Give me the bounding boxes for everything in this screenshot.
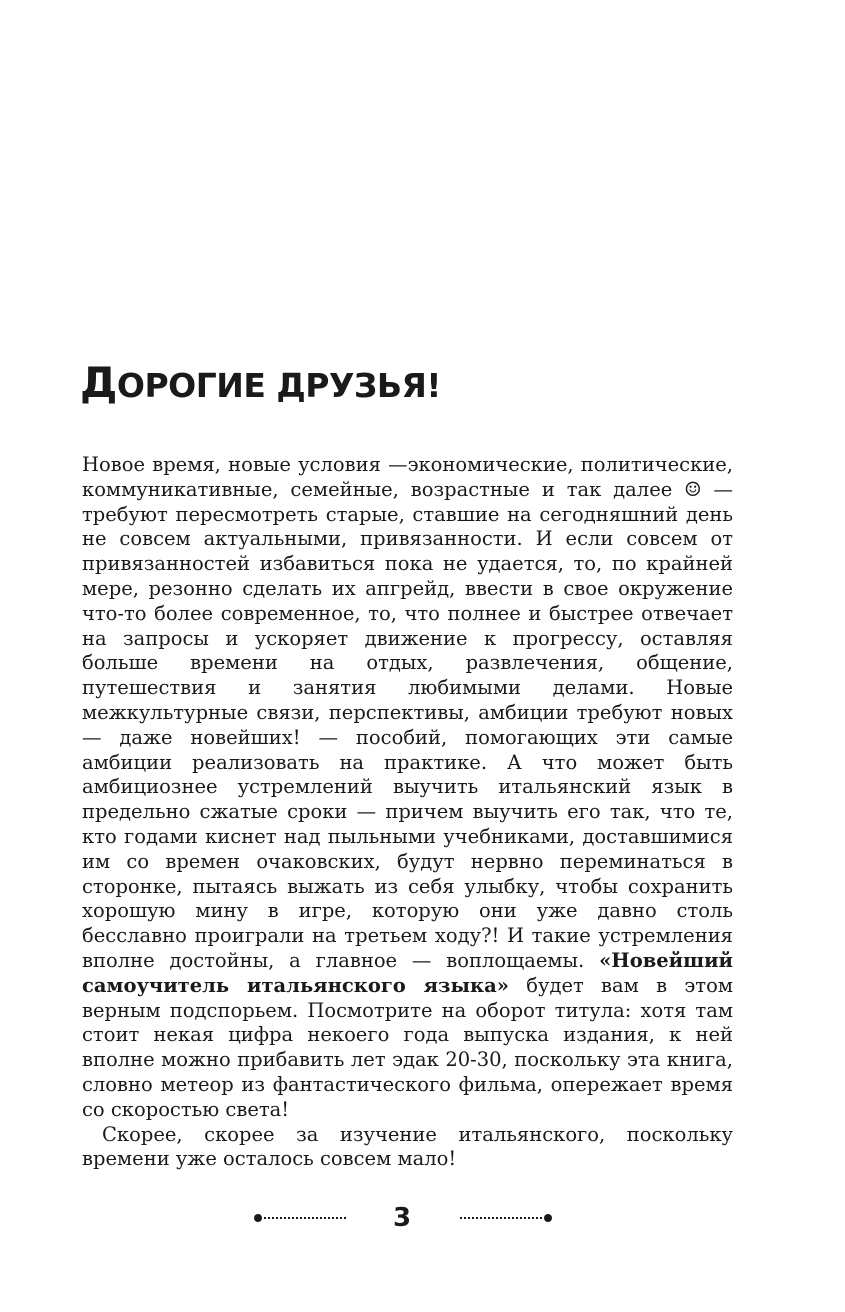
page-number: 3 [392,1203,412,1233]
paragraph-1-part-2: будет вам в этом верным подспорьем. Посмотрите на оборот титула: хотя там стоит некая цифра некоего года выпуска издания, к ней вполне можно прибавить лет эдак 20-30, поскольку эта книга, словно метеор из фантастического фильма, опережает время со скоростью света! [82,973,733,1121]
paragraph-2: Скорее, скорее за изучение итальянского, поскольку времени уже осталось совсем мало! [82,1122,733,1171]
paragraph-1-part-1: Новое время, новые условия —экономические, политические, коммуникативные, семейные, возрастные и так далее ☺ — требуют пересмотреть старые, ставшие на сегодняшний день не совсем актуальными, привязанности. И если совсем от привязанностей избавиться пока не удается, то, по крайней мере, резонно сделать их апгрейд, ввести в свое окружение что-то более современное, то, что полнее и быстрее отвечает на запросы и ускоряет движение к прогрессу, оставляя больше времени на отдых, развлечения, общение, путешествия и занятия любимыми делами. Новые межкультурные связи, перспективы, амбиции требуют новых — даже новейших! — пособий, помогающих эти самые амбиции реализовать на практике. А что может быть амбициознее устремлений выучить итальянский язык в предельно сжатые сроки — причем выучить его так, что те, кто годами киснет над пыльными учебниками, доставшимися им со времен очаковских, будут нервно переминаться в сторонке, пытаясь выжать из себя улыбку, чтобы сохранить хорошую мину в игре, которую они уже давно столь бесславно проиграли на третьем ходу?! И такие устремления вполне достойны, а главное — воплощаемы. [82,453,733,972]
page-title [80,358,441,411]
footer-left-dotted-rule [264,1217,346,1219]
footer-left-dot-icon [254,1214,262,1222]
paragraph-1 [82,453,733,1123]
page-title-initial: Д [80,358,117,407]
page-footer [0,1200,845,1236]
footer-right-dotted-rule [460,1217,542,1219]
book-title: «Новейший самоучитель итальянского языка» [82,948,733,997]
page-title-rest: ОРОГИЕ ДРУЗЬЯ! [116,366,441,405]
footer-right-dot-icon [544,1214,552,1222]
body-text [82,453,733,1172]
